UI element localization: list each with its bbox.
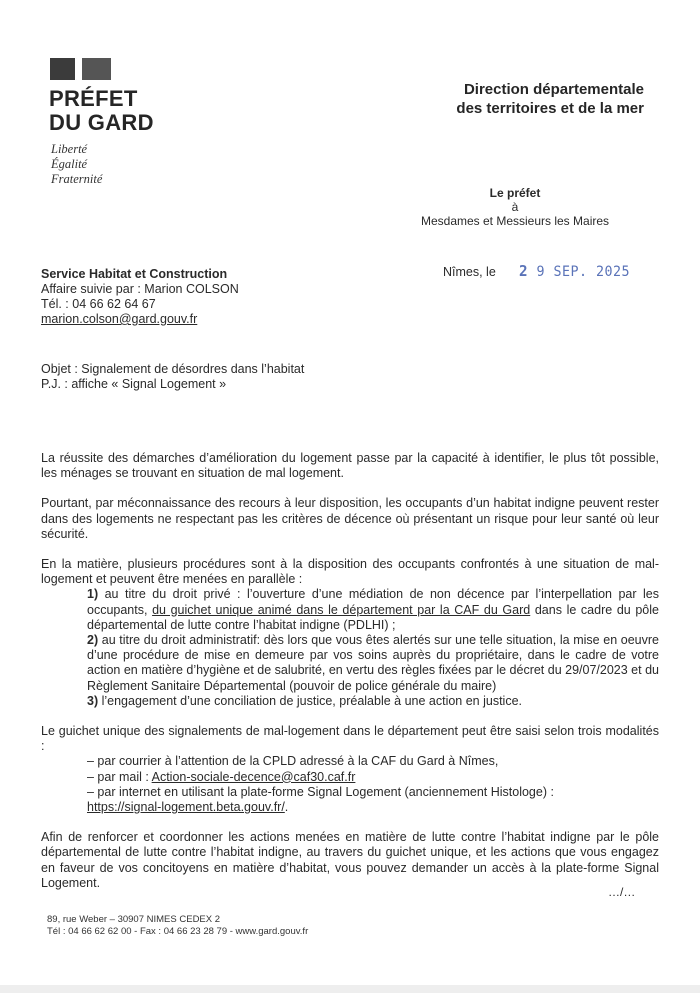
title-line-2: DU GARD [49, 110, 154, 135]
paragraph-4: Le guichet unique des signalements de mal-logement dans le département peut être saisi selon trois modalités : [41, 724, 659, 754]
place-label: Nîmes, le [443, 265, 496, 279]
mode-3-text: – par internet en utilisant la plate-forme Signal Logement (anciennement Histologe) : [87, 784, 554, 799]
letter-body [41, 451, 659, 891]
paragraph-1: La réussite des démarches d’amélioration du logement passe par la capacité à identifier, le plus tôt possible, les ménages se trouvant en situation de mal logement. [41, 451, 659, 481]
republic-motto [51, 142, 102, 187]
mode-3-suffix: . [284, 800, 289, 815]
page-bottom-edge [0, 985, 700, 993]
recipient-to: à [511, 200, 519, 214]
subject-attachment: P.J. : affiche « Signal Logement » [41, 377, 227, 391]
item-2-number: 2) [87, 633, 99, 648]
direction-line-1: Direction départementale [463, 81, 644, 98]
stamp-day: 2 [519, 262, 529, 280]
date-stamp [519, 262, 630, 280]
marianne-logo-icon [50, 58, 111, 80]
sender: Le préfet [489, 186, 541, 200]
modality-mail-post: – par courrier à l’attention de la CPLD adressé à la CAF du Gard à Nîmes, [87, 754, 499, 769]
title-line-1: PRÉFET [49, 86, 138, 111]
service-name: Service Habitat et Construction [41, 267, 228, 281]
paragraph-2: Pourtant, par méconnaissance des recours à leur disposition, les occupants d’un habitat indigne peuvent rester dans des logements ne respectant pas les critères de décence où présentant un risque pour leur santé où leur sécurité. [41, 496, 659, 541]
motto-fraternite: Fraternité [51, 172, 103, 186]
procedure-item-2 [41, 633, 659, 694]
item-2-text: au titre du droit administratif: dès lors que vous êtes alertés sur une telle situation, la mise en oeuvre d’une procédure de mise en demeure par vos soins auprès du propriétaire, dans le cadre de votre action en matière d’hygiène et de salubrité, en vertu des règles fixées par le décret du 29/07/2023 et du Règlement Sanitaire Départemental (pouvoir de police générale du maire) [87, 633, 659, 693]
motto-liberte: Liberté [51, 142, 88, 156]
subject-block [41, 362, 304, 392]
service-email-link[interactable]: marion.colson@gard.gouv.fr [41, 312, 198, 326]
footer-contact: Tél : 04 66 62 62 00 - Fax : 04 66 23 28 79 - www.gard.gouv.fr [47, 926, 309, 937]
procedure-item-3 [41, 694, 659, 709]
prefecture-title [49, 87, 154, 135]
direction-line-2: des territoires et de la mer [456, 100, 644, 117]
modality-email [41, 770, 659, 785]
item-1-text-after: dans le cadre du pôle départemental de lutte contre l’habitat indigne (PDLHI) ; [87, 602, 659, 632]
footer [47, 914, 308, 938]
signal-logement-link[interactable]: https://signal-logement.beta.gouv.fr/ [87, 800, 285, 815]
continued-marker: …/… [608, 885, 636, 899]
paragraph-5: Afin de renforcer et coordonner les actions menées en matière de lutte contre l’habitat indigne par le pôle départemental de lutte contre l’habitat indigne, au travers du guichet unique, et les actions que vous engagez en faveur de vos concitoyens en matière d’habitat, vous pouvez demander un accès à la plate-forme Signal Logement. [41, 830, 659, 890]
procedure-item-1 [41, 587, 659, 633]
stamp-date-rest: 9 SEP. 2025 [536, 264, 630, 280]
caf-email-link[interactable]: Action-sociale-decence@caf30.caf.fr [151, 769, 356, 784]
subject-object: Objet : Signalement de désordres dans l’habitat [41, 362, 305, 376]
service-block [41, 267, 239, 327]
motto-egalite: Égalité [51, 157, 88, 171]
paragraph-3: En la matière, plusieurs procédures sont à la disposition des occupants confrontés à une situation de mal-logement et peuvent être menées en parallèle : [41, 557, 659, 587]
item-3-text: l’engagement d’une conciliation de justice, préalable à une action en justice. [98, 693, 523, 708]
footer-address: 89, rue Weber – 30907 NIMES CEDEX 2 [47, 914, 221, 925]
guichet-unique-link: du guichet unique animé dans le département par la CAF du Gard [152, 602, 531, 617]
direction-heading [420, 80, 644, 118]
item-1-text-before: au titre du droit privé : l’ouverture d’une médiation de non décence par l’interpellation par les occupants, [87, 587, 659, 617]
recipient-block [400, 186, 630, 228]
item-1-number: 1) [87, 587, 99, 602]
mode-2-prefix: – par mail : [87, 769, 152, 784]
followed-by: Affaire suivie par : Marion COLSON [41, 282, 239, 296]
item-3-number: 3) [87, 693, 99, 708]
addressee: Mesdames et Messieurs les Maires [420, 214, 610, 228]
modality-internet [41, 785, 659, 815]
service-phone: Tél. : 04 66 62 64 67 [41, 297, 156, 311]
